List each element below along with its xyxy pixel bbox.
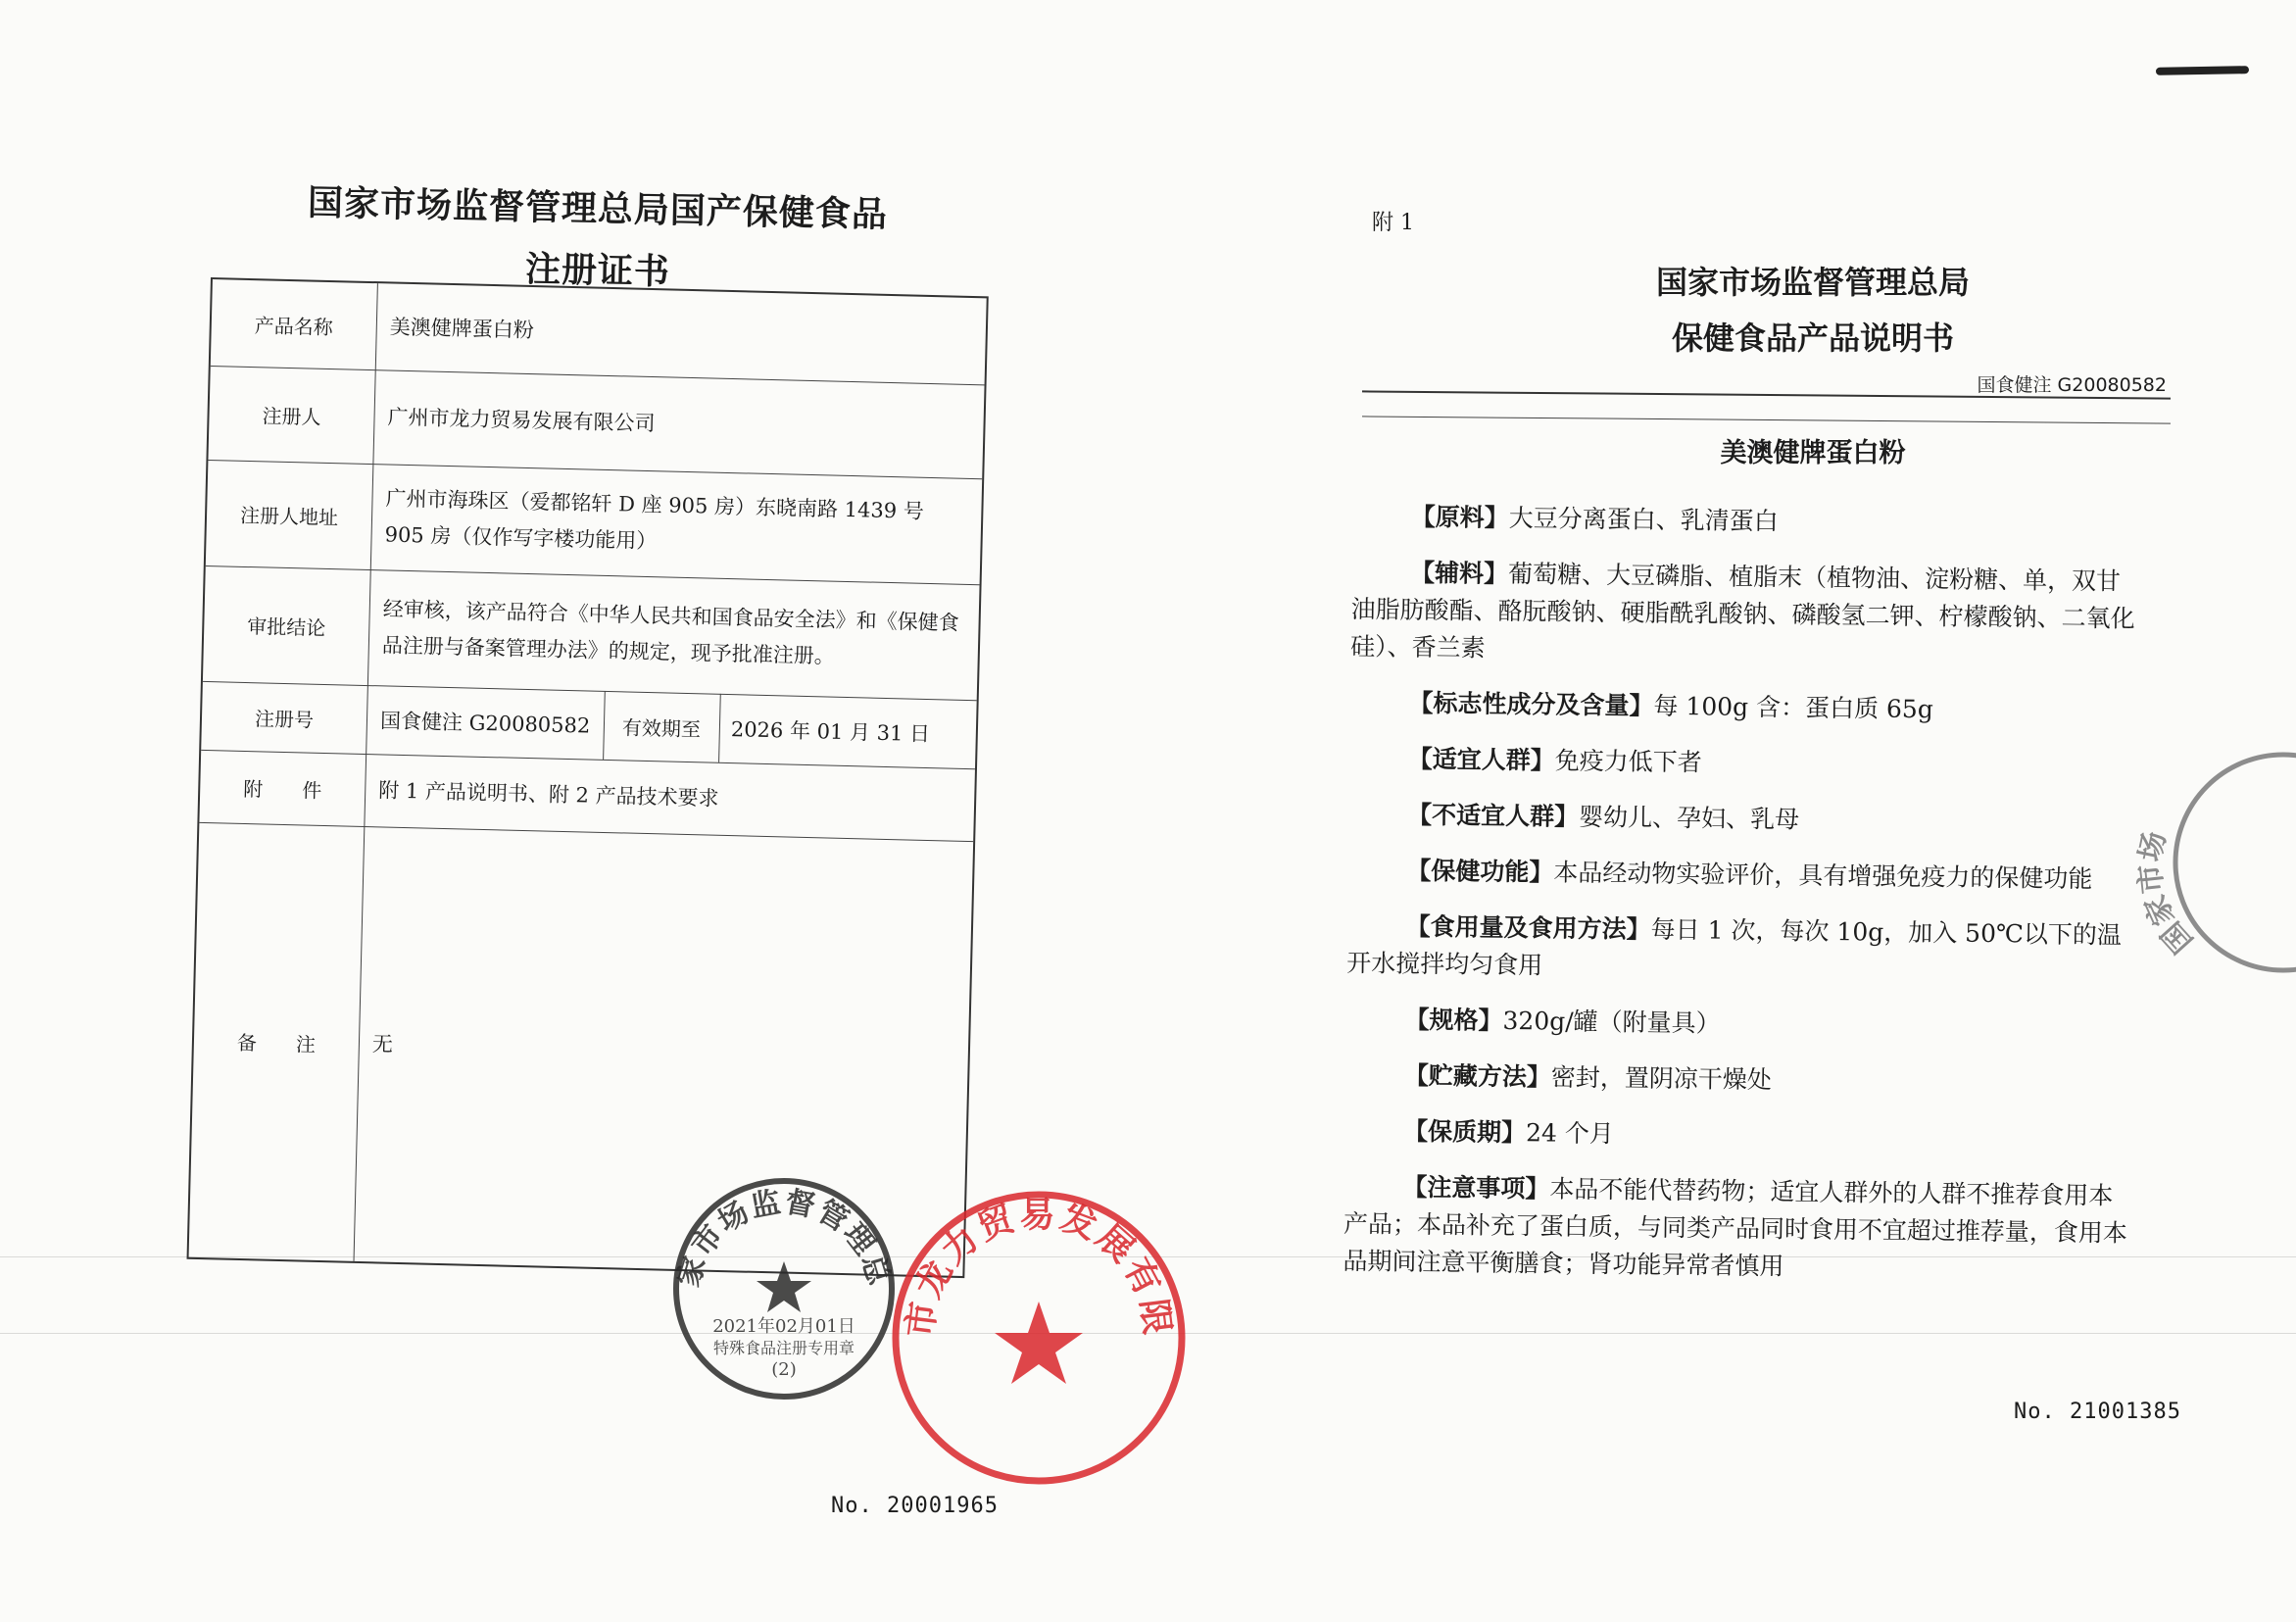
product-name-value: 美澳健牌蛋白粉 <box>389 315 535 342</box>
row-address <box>206 460 982 585</box>
scan-mark <box>2156 66 2249 75</box>
section-storage: 【贮藏方法】密封，置阴凉干燥处 <box>1403 1060 1772 1095</box>
product-name-label: 产品名称 <box>211 279 378 369</box>
section-specification: 【规格】320g/罐（附量具） <box>1404 1005 1721 1038</box>
authority-seal-index: (2) <box>771 1359 797 1380</box>
remarks-value: 无 <box>371 1031 394 1057</box>
registrant-value: 广州市龙力贸易发展有限公司 <box>387 405 656 435</box>
section-health-function: 【保健功能】本品经动物实验评价，具有增强免疫力的保健功能 <box>1406 856 2093 894</box>
validity-label: 有效期至 <box>603 691 721 762</box>
section-dosage: 【食用量及食用方法】每日 1 次，每次 10g，加入 50℃以下的温开水搅拌均匀食用 <box>1346 911 2123 980</box>
section-precautions: 【注意事项】本品不能代替药物；适宜人群外的人群不推荐食用本产品；本品补充了蛋白质，与同类产品同时食用不宜超过推荐量，食用本品期间注意平衡膳食；肾功能异常者慎用 <box>1343 1172 2128 1281</box>
manual-body <box>1343 498 2136 1308</box>
manual-doc-number: No. 21001385 <box>2014 1400 2181 1424</box>
authority-seal-arc-text: 国家市场监督管理总局 <box>651 1145 897 1292</box>
authority-seal <box>651 1145 902 1410</box>
section-ingredients: 【原料】大豆分离蛋白、乳清蛋白 <box>1410 502 1779 536</box>
attachment-value: 附 1 产品说明书、附 2 产品技术要求 <box>377 777 719 811</box>
manual-subtitle: 保健食品产品说明书 <box>1671 319 1954 357</box>
section-excipients: 【辅料】葡萄糖、大豆磷脂、植脂末（植物油、淀粉糖、单，双甘油脂肪酸酯、酪朊酸钠、硬脂酰乳酸钠、磷酸氢二钾、柠檬酸钠、二氧化硅）、香兰素 <box>1349 558 2135 663</box>
conclusion-value: 经审核，该产品符合《中华人民共和国食品安全法》和《保健食品注册与备案管理办法》的规定，现予批准注册。 <box>381 597 959 668</box>
registrant-label: 注册人 <box>208 366 375 464</box>
company-seal-arc-text: 广州市龙力贸易发展有限公司 <box>867 1154 1179 1340</box>
product-manual <box>1264 0 2296 1622</box>
certificate-title: 国家市场监督管理总局国产保健食品 <box>307 181 889 236</box>
validity-value: 2026 年 01 月 31 日 <box>730 717 931 747</box>
row-conclusion <box>203 565 980 701</box>
manual-title: 国家市场监督管理总局 <box>1655 264 1970 301</box>
certificate-table <box>187 277 989 1278</box>
remarks-label: 备 注 <box>189 822 366 1261</box>
reg-no-label: 注册号 <box>201 681 368 754</box>
edge-seal-text: 国家市场 <box>2132 828 2201 959</box>
manual-reg-number: 国食健注 G20080582 <box>1977 374 2167 396</box>
divider <box>1362 416 2171 423</box>
attachment-label: 附 件 <box>199 750 366 826</box>
address-value: 广州市海珠区（爱都铭轩 D 座 905 房）东晓南路 1439 号 905 房（仅作写字楼功能用） <box>384 486 925 554</box>
address-label: 注册人地址 <box>206 460 374 569</box>
manual-product-name: 美澳健牌蛋白粉 <box>1720 438 1906 468</box>
conclusion-label: 审批结论 <box>203 565 371 685</box>
section-shelf-life: 【保质期】24 个月 <box>1402 1116 1615 1149</box>
section-unsuitable-group: 【不适宜人群】婴幼儿、孕妇、乳母 <box>1406 800 1800 834</box>
authority-seal-date: 2021年02月01日 <box>712 1316 855 1337</box>
attachment-label: 附 1 <box>1372 211 1414 235</box>
edge-seal <box>2126 745 2283 984</box>
certificate-subtitle: 注册证书 <box>524 248 671 293</box>
certificate-doc-number: No. 20001965 <box>831 1494 999 1518</box>
company-seal <box>867 1154 1191 1494</box>
section-suitable-group: 【适宜人群】免疫力低下者 <box>1407 744 1702 777</box>
section-marker-content: 【标志性成分及含量】每 100g 含：蛋白质 65g <box>1408 688 1933 724</box>
authority-seal-sub: 特殊食品注册专用章 <box>712 1339 855 1357</box>
reg-no-value: 国食健注 G20080582 <box>379 685 606 760</box>
svg-text:国家市场 <box>2133 829 2201 959</box>
